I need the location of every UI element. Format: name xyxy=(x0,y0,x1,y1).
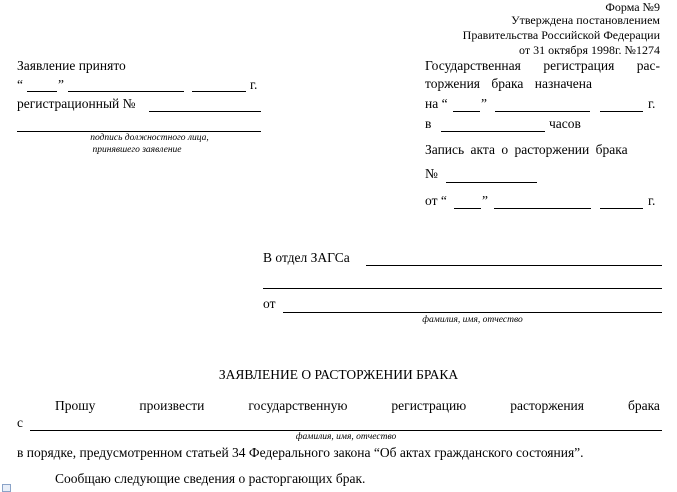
approved-by: Утверждена постановлением xyxy=(511,13,660,27)
request-line xyxy=(55,398,660,414)
record-number-prefix: № xyxy=(425,166,438,181)
record-month-field[interactable] xyxy=(494,208,591,209)
scheduled-day-field[interactable] xyxy=(453,111,480,112)
request-word-5: расторжения xyxy=(510,398,584,413)
scheduled-year-field[interactable] xyxy=(600,111,643,112)
accepted-year-suffix: г. xyxy=(250,77,258,92)
record-year-suffix: г. xyxy=(648,193,656,208)
reg-number-field[interactable] xyxy=(149,111,261,112)
signature-field[interactable] xyxy=(17,131,261,132)
record-label: Запись акта о расторжении брака xyxy=(425,142,628,157)
document-title: ЗАЯВЛЕНИЕ О РАСТОРЖЕНИИ БРАКА xyxy=(218,367,459,382)
to-zags-label: В отдел ЗАГСа xyxy=(263,250,350,265)
from-label: от xyxy=(263,296,276,311)
applicant-name-field[interactable] xyxy=(283,312,662,313)
zags-name-field-2[interactable] xyxy=(263,288,662,289)
with-label: с xyxy=(17,415,23,430)
spouse-name-field[interactable] xyxy=(30,430,662,431)
spouse-fio-caption: фамилия, имя, отчество xyxy=(295,432,397,442)
scheduled-quote-close: ” xyxy=(481,96,487,111)
request-word-1: Прошу xyxy=(55,398,96,413)
scheduled-on-prefix: на “ xyxy=(425,96,448,111)
government: Правительства Российской Федерации xyxy=(462,28,660,42)
request-word-6: брака xyxy=(627,398,660,413)
hours-label: часов xyxy=(549,116,581,131)
law-line: в порядке, предусмотренном статьей 34 Федерального закона “Об актах гражданского состояния”. xyxy=(17,445,584,460)
registration-line-2: торжения брака назначена xyxy=(425,76,592,91)
scheduled-year-suffix: г. xyxy=(648,96,656,111)
registration-line-1: Государственная регистрация рас- xyxy=(425,58,660,73)
accepted-quote-open: “ xyxy=(17,77,23,92)
record-quote-close: ” xyxy=(482,193,488,208)
scheduled-time-field[interactable] xyxy=(441,131,545,132)
accepted-label: Заявление принято xyxy=(17,58,126,73)
scheduled-in-prefix: в xyxy=(425,116,432,131)
applicant-fio-caption: фамилия, имя, отчество xyxy=(422,315,523,325)
signature-caption-2: принявшего заявление xyxy=(92,145,182,155)
accepted-day-field[interactable] xyxy=(27,91,57,92)
info-line: Сообщаю следующие сведения о расторгающих брак. xyxy=(55,471,366,486)
scheduled-month-field[interactable] xyxy=(495,111,590,112)
record-number-field[interactable] xyxy=(446,182,537,183)
record-from-prefix: от “ xyxy=(425,193,447,208)
record-day-field[interactable] xyxy=(454,208,481,209)
signature-caption-1: подпись должностного лица, xyxy=(90,133,209,143)
request-word-3: государственную xyxy=(248,398,348,413)
accepted-year-field[interactable] xyxy=(192,91,246,92)
date-reference: от 31 октября 1998г. №1274 xyxy=(518,43,660,57)
accepted-month-field[interactable] xyxy=(68,91,184,92)
reg-number-label: регистрационный № xyxy=(17,96,136,111)
request-word-2: произвести xyxy=(139,398,205,413)
zags-name-field[interactable] xyxy=(366,265,662,266)
record-year-field[interactable] xyxy=(600,208,643,209)
request-word-4: регистрацию xyxy=(391,398,467,413)
form-number: Форма №9 xyxy=(605,0,660,14)
accepted-quote-close: ” xyxy=(58,77,64,92)
